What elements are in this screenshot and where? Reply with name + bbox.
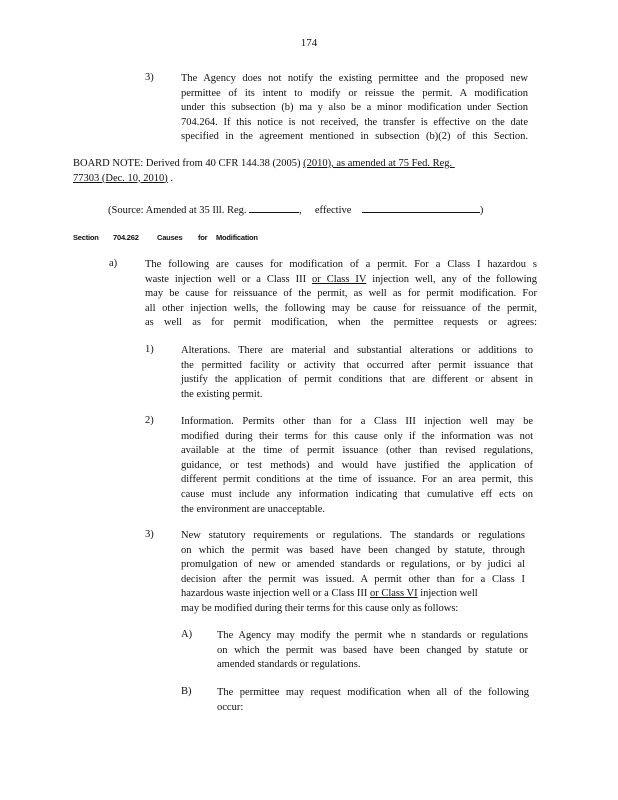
board-note	[73, 157, 523, 186]
item-number: 1)	[145, 344, 154, 355]
source-close: )	[479, 205, 484, 216]
item-number: 2)	[145, 415, 154, 426]
text-line: New statutory requirements or regulations. The standards or regulations	[181, 530, 525, 541]
paragraph-A	[217, 629, 528, 673]
section-title-word: Modification	[216, 233, 258, 242]
text-line: the environment are unacceptable.	[181, 503, 326, 515]
paragraph-a3	[181, 529, 525, 617]
text-line: amended standards or regulations.	[217, 659, 361, 671]
item-number: A)	[181, 629, 193, 640]
text-line: all other injection wells, the following may be cause for reissuance of the permit,	[145, 302, 537, 314]
text-line: guidance, or test methods) and would have justified the application of	[181, 459, 533, 471]
paragraph-B	[217, 686, 529, 715]
blank-effective-date	[362, 202, 480, 213]
paragraph-a2	[181, 415, 533, 517]
item-number: 3)	[145, 529, 154, 540]
section-label: Section	[73, 233, 99, 242]
item-number: B)	[181, 686, 192, 697]
text-line: available at the time of permit issuance (other than revised regulations,	[181, 445, 533, 457]
board-note-line	[73, 157, 523, 172]
inserted-text: or Class VI	[369, 588, 418, 600]
source-label: (Source: Amended at 35 Ill. Reg.	[108, 205, 247, 216]
paragraph-a1	[181, 344, 533, 402]
text-line: cause must include any information indicating that cumulative eff ects on	[181, 488, 533, 500]
text-line: The Agency may modify the permit whe n standards or regulations	[217, 630, 528, 641]
text-line	[145, 273, 537, 288]
text-line: occur:	[217, 701, 244, 713]
text-line: on which the permit was based have been changed by statute, through	[181, 544, 525, 556]
source-effective: effective	[314, 205, 352, 216]
text-segment: injection well	[420, 588, 478, 600]
board-note-insertion: 77303 (Dec. 10, 2010)	[73, 172, 168, 184]
inserted-text: or Class IV	[312, 273, 367, 285]
text-line: The permittee may request modification when all of the following	[217, 687, 529, 698]
blank-volume	[249, 202, 299, 213]
text-line: modified during their terms for this cause only if the information was not	[181, 430, 533, 442]
item-number: 3)	[145, 72, 154, 83]
text-line	[181, 587, 525, 602]
text-line: under this subsection (b) ma y also be a minor modification under Section	[181, 102, 528, 114]
item-number: a)	[109, 258, 118, 269]
board-note-insertion: (2010), as amended at 75 Fed. Reg.	[303, 158, 453, 169]
text-line: may be modified during their terms for this cause only as follows:	[181, 602, 459, 614]
text-line: specified in the agreement mentioned in subsection (b)(2) of this Section.	[181, 131, 528, 143]
section-title-word: Causes	[157, 233, 183, 242]
underline-gap	[452, 157, 480, 172]
text-segment: hazardous waste injection well or a Class III	[181, 588, 368, 600]
text-line: permittee of its intent to modify or reissue the permit. A modification	[181, 87, 528, 99]
board-note-period: .	[170, 172, 174, 184]
section-title-word: for	[198, 233, 208, 242]
text-segment: waste injection well or a Class III	[145, 273, 307, 285]
source-comma: ,	[299, 205, 302, 216]
text-line: Alterations. There are material and substantial alterations or additions to	[181, 345, 533, 356]
text-line: justify the application of permit conditions that are different or absent in	[181, 374, 533, 386]
page-number: 174	[300, 37, 318, 49]
source-line	[108, 202, 528, 219]
paragraph-a	[145, 258, 537, 331]
text-segment: injection well, any of the following	[372, 273, 538, 285]
text-line: as well as for permit modification, when the permittee requests or agrees:	[145, 317, 537, 329]
board-note-text: BOARD NOTE: Derived from 40 CFR 144.38 (2005)	[73, 158, 301, 169]
text-line: 704.264. If this notice is not received, the transfer is effective on the date	[181, 116, 528, 128]
text-line: The Agency does not notify the existing permittee and the proposed new	[181, 73, 528, 84]
text-line: The following are causes for modification of a permit. For a Class I hazardou s	[145, 259, 537, 270]
text-line: Information. Permits other than for a Class III injection well may be	[181, 416, 533, 427]
section-number: 704.262	[113, 233, 139, 242]
text-line: different permit conditions at the time of issuance. For an area permit, this	[181, 474, 533, 486]
text-line: the existing permit.	[181, 388, 263, 400]
text-line: on which the permit was based have been changed by statute or	[217, 644, 528, 656]
text-line: promulgation of new or amended standards or regulations, or by judici al	[181, 559, 525, 571]
text-line: may be cause for reissuance of the permit, as well as for permit modification. For	[145, 288, 537, 300]
board-note-line	[73, 172, 523, 187]
paragraph-b3	[181, 72, 528, 145]
text-line: the permitted facility or activity that occurred after permit issuance that	[181, 359, 533, 371]
text-line: decision after the permit was issued. A permit other than for a Class I	[181, 573, 525, 585]
